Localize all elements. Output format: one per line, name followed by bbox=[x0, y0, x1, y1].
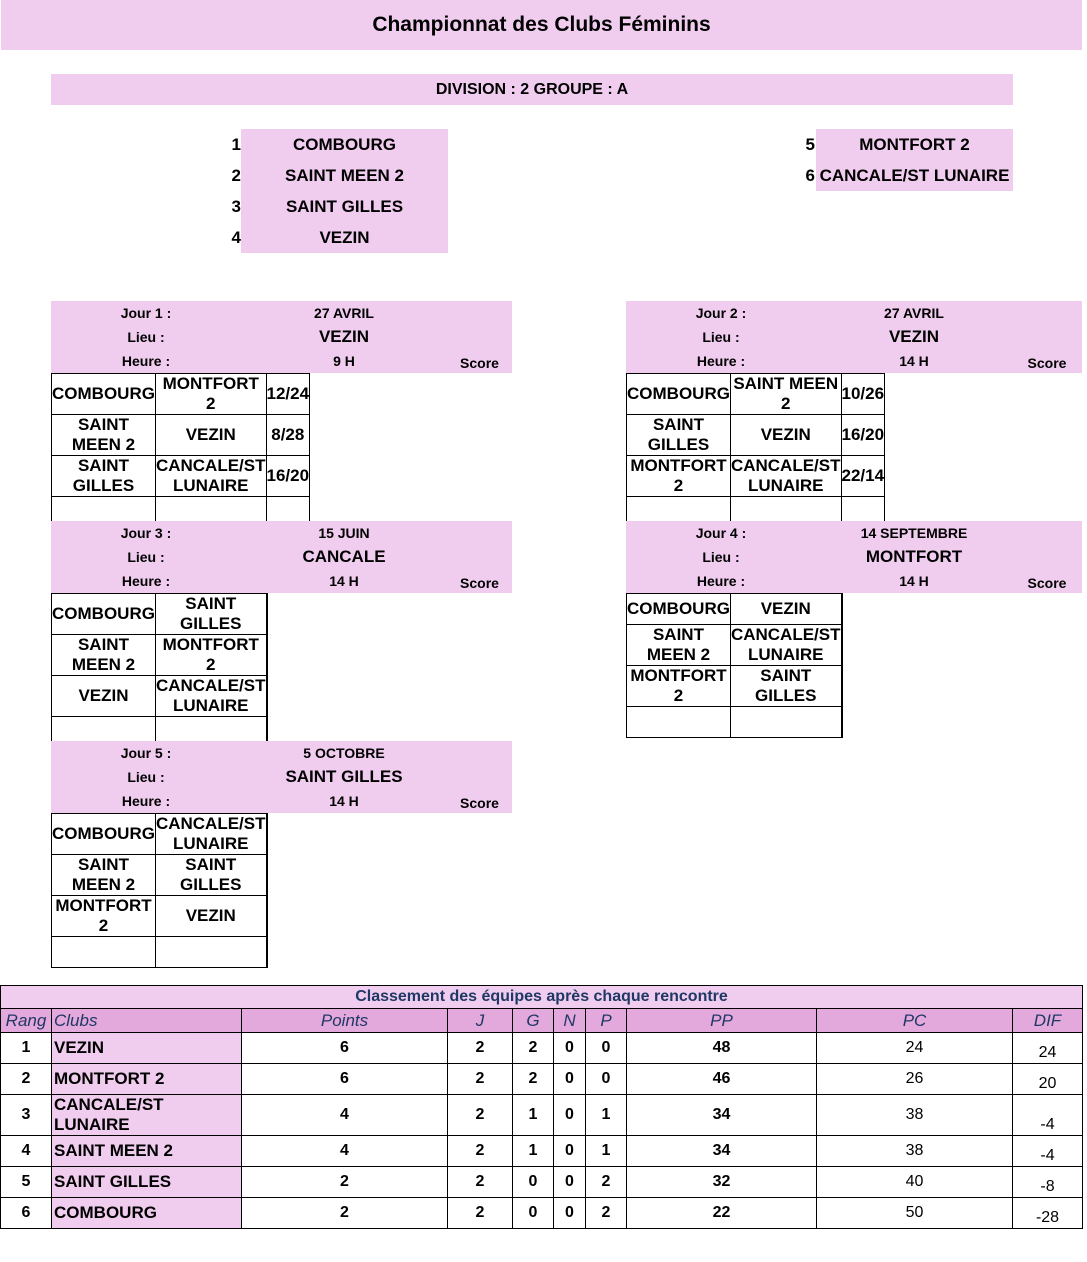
match-score bbox=[266, 635, 267, 676]
match-score: 12/24 bbox=[266, 374, 310, 415]
jour-label: Jour 2 : bbox=[695, 305, 747, 321]
points-for: 32 bbox=[627, 1167, 817, 1198]
match-score: 8/28 bbox=[266, 415, 310, 456]
home-team: COMBOURG bbox=[52, 374, 156, 415]
away-team bbox=[730, 707, 841, 738]
team-number: 4 bbox=[231, 228, 241, 247]
matches-table bbox=[626, 593, 843, 738]
won: 2 bbox=[513, 1064, 554, 1095]
match-row bbox=[627, 666, 843, 707]
home-team: MONTFORT 2 bbox=[627, 666, 731, 707]
home-team: COMBOURG bbox=[52, 814, 156, 855]
lieu-label: Lieu : bbox=[127, 329, 165, 345]
jour-label: Jour 1 : bbox=[120, 305, 172, 321]
played: 2 bbox=[448, 1095, 513, 1136]
rank: 3 bbox=[1, 1095, 52, 1136]
home-team: SAINT MEEN 2 bbox=[52, 635, 156, 676]
difference: 20 bbox=[1013, 1064, 1083, 1095]
rank: 5 bbox=[1, 1167, 52, 1198]
lost: 2 bbox=[586, 1198, 627, 1229]
score-label: Score bbox=[460, 355, 499, 371]
jour-label: Jour 3 : bbox=[120, 525, 172, 541]
team-name: COMBOURG bbox=[241, 129, 448, 160]
lieu-value: VEZIN bbox=[318, 327, 370, 346]
match-row bbox=[52, 594, 268, 635]
home-team: SAINT MEEN 2 bbox=[627, 625, 731, 666]
lieu-value: VEZIN bbox=[888, 327, 940, 346]
points-against: 24 bbox=[817, 1033, 1013, 1064]
points: 6 bbox=[242, 1064, 448, 1095]
match-row bbox=[627, 707, 843, 738]
heure-label: Heure : bbox=[121, 793, 171, 809]
drawn: 0 bbox=[554, 1167, 586, 1198]
played: 2 bbox=[448, 1198, 513, 1229]
difference: -4 bbox=[1013, 1095, 1083, 1136]
home-team: SAINT GILLES bbox=[52, 456, 156, 497]
match-row bbox=[52, 456, 310, 497]
match-score bbox=[266, 594, 267, 635]
away-team: CANCALE/ST LUNAIRE bbox=[730, 456, 841, 495]
rank: 4 bbox=[1, 1136, 52, 1167]
team-name: VEZIN bbox=[241, 222, 448, 253]
team-number: 3 bbox=[231, 197, 241, 216]
match-score bbox=[266, 896, 267, 937]
match-row bbox=[627, 415, 885, 456]
home-team: COMBOURG bbox=[52, 594, 156, 635]
jour-date: 27 AVRIL bbox=[884, 305, 944, 321]
points-against: 26 bbox=[817, 1064, 1013, 1095]
team-name: MONTFORT 2 bbox=[816, 129, 1013, 160]
away-team: CANCALE/ST LUNAIRE bbox=[155, 676, 266, 715]
match-score: 10/26 bbox=[841, 374, 885, 415]
header-clubs: Clubs bbox=[52, 1009, 242, 1033]
home-team: VEZIN bbox=[52, 676, 156, 717]
drawn: 0 bbox=[554, 1033, 586, 1064]
away-team: CANCALE/ST LUNAIRE bbox=[155, 814, 266, 853]
match-row bbox=[52, 896, 268, 937]
club-name: CANCALE/ST LUNAIRE bbox=[52, 1095, 242, 1136]
jour-date: 5 OCTOBRE bbox=[303, 745, 385, 761]
points: 6 bbox=[242, 1033, 448, 1064]
header-pc: PC bbox=[817, 1009, 1013, 1033]
match-row bbox=[52, 415, 310, 456]
lost: 0 bbox=[586, 1064, 627, 1095]
heure-value: 9 H bbox=[333, 353, 355, 369]
heure-label: Heure : bbox=[121, 573, 171, 589]
page-title: Championnat des Clubs Féminins bbox=[1, 0, 1082, 50]
home-team: SAINT MEEN 2 bbox=[52, 415, 156, 456]
home-team: MONTFORT 2 bbox=[627, 456, 731, 497]
points-for: 22 bbox=[627, 1198, 817, 1229]
played: 2 bbox=[448, 1136, 513, 1167]
standings-caption: Classement des équipes après chaque rencontre bbox=[1, 986, 1083, 1009]
difference: 24 bbox=[1013, 1033, 1083, 1064]
lieu-label: Lieu : bbox=[127, 769, 165, 785]
match-row bbox=[52, 676, 268, 717]
home-team: MONTFORT 2 bbox=[52, 896, 156, 937]
played: 2 bbox=[448, 1033, 513, 1064]
drawn: 0 bbox=[554, 1095, 586, 1136]
heure-value: 14 H bbox=[329, 573, 359, 589]
club-name: SAINT GILLES bbox=[52, 1167, 242, 1198]
jour-date: 15 JUIN bbox=[318, 525, 370, 541]
home-team: COMBOURG bbox=[627, 374, 731, 415]
away-team: VEZIN bbox=[730, 594, 841, 625]
heure-label: Heure : bbox=[696, 573, 746, 589]
played: 2 bbox=[448, 1167, 513, 1198]
lieu-label: Lieu : bbox=[127, 549, 165, 565]
match-row bbox=[627, 594, 843, 625]
match-score bbox=[266, 814, 267, 855]
match-row bbox=[52, 814, 268, 855]
heure-value: 14 H bbox=[899, 353, 929, 369]
points: 4 bbox=[242, 1136, 448, 1167]
match-row bbox=[52, 374, 310, 415]
jour-label: Jour 4 : bbox=[695, 525, 747, 541]
team-number: 2 bbox=[231, 166, 241, 185]
lost: 1 bbox=[586, 1136, 627, 1167]
points-for: 46 bbox=[627, 1064, 817, 1095]
won: 1 bbox=[513, 1136, 554, 1167]
team-number: 5 bbox=[805, 135, 815, 154]
match-score bbox=[266, 855, 267, 896]
standings-row bbox=[1, 1064, 1083, 1095]
match-score bbox=[841, 594, 842, 625]
matches-table bbox=[51, 593, 268, 748]
drawn: 0 bbox=[554, 1198, 586, 1229]
club-name: SAINT MEEN 2 bbox=[52, 1136, 242, 1167]
match-score: 16/20 bbox=[266, 456, 310, 497]
home-team bbox=[627, 707, 731, 738]
away-team: MONTFORT 2 bbox=[155, 374, 266, 415]
away-team bbox=[155, 937, 266, 968]
team-number: 6 bbox=[805, 166, 815, 185]
heure-label: Heure : bbox=[696, 353, 746, 369]
difference: -28 bbox=[1013, 1198, 1083, 1229]
points-against: 38 bbox=[817, 1136, 1013, 1167]
lieu-value: CANCALE bbox=[302, 547, 386, 566]
standings-header-row bbox=[1, 1009, 1083, 1033]
match-score: 22/14 bbox=[841, 456, 885, 497]
won: 0 bbox=[513, 1198, 554, 1229]
header-g: G bbox=[513, 1009, 554, 1033]
points: 4 bbox=[242, 1095, 448, 1136]
score-label: Score bbox=[1027, 575, 1067, 591]
points-for: 34 bbox=[627, 1136, 817, 1167]
match-score: 16/20 bbox=[841, 415, 885, 456]
rank: 1 bbox=[1, 1033, 52, 1064]
jour-date: 14 SEPTEMBRE bbox=[860, 525, 968, 541]
header-j: J bbox=[448, 1009, 513, 1033]
club-name: COMBOURG bbox=[52, 1198, 242, 1229]
score-label: Score bbox=[460, 795, 499, 811]
match-score bbox=[841, 625, 842, 666]
division-banner: DIVISION : 2 GROUPE : A bbox=[51, 74, 1013, 105]
header-rang: Rang bbox=[1, 1009, 52, 1033]
away-team: MONTFORT 2 bbox=[155, 635, 266, 676]
rank: 2 bbox=[1, 1064, 52, 1095]
standings-row bbox=[1, 1033, 1083, 1064]
away-team: CANCALE/ST LUNAIRE bbox=[155, 456, 266, 495]
header-points: Points bbox=[242, 1009, 448, 1033]
match-row bbox=[627, 374, 885, 415]
away-team: SAINT GILLES bbox=[155, 855, 266, 896]
match-row bbox=[52, 855, 268, 896]
match-score bbox=[841, 707, 842, 738]
team-number: 1 bbox=[231, 135, 241, 154]
won: 2 bbox=[513, 1033, 554, 1064]
matches-table bbox=[51, 373, 310, 528]
won: 1 bbox=[513, 1095, 554, 1136]
matches-table bbox=[626, 373, 885, 528]
header-p: P bbox=[586, 1009, 627, 1033]
points-for: 34 bbox=[627, 1095, 817, 1136]
heure-value: 14 H bbox=[899, 573, 929, 589]
points-against: 50 bbox=[817, 1198, 1013, 1229]
header-n: N bbox=[554, 1009, 586, 1033]
away-team: VEZIN bbox=[730, 415, 841, 456]
points: 2 bbox=[242, 1198, 448, 1229]
jour-date: 27 AVRIL bbox=[314, 305, 374, 321]
team-name: SAINT MEEN 2 bbox=[241, 160, 448, 191]
away-team: VEZIN bbox=[155, 896, 266, 937]
home-team: SAINT MEEN 2 bbox=[52, 855, 156, 896]
club-name: VEZIN bbox=[52, 1033, 242, 1064]
away-team: CANCALE/ST LUNAIRE bbox=[730, 625, 841, 664]
points-against: 38 bbox=[817, 1095, 1013, 1136]
drawn: 0 bbox=[554, 1136, 586, 1167]
lost: 1 bbox=[586, 1095, 627, 1136]
match-score bbox=[266, 676, 267, 717]
lieu-value: SAINT GILLES bbox=[285, 767, 403, 786]
away-team: VEZIN bbox=[155, 415, 266, 456]
points-for: 48 bbox=[627, 1033, 817, 1064]
matches-table bbox=[51, 813, 268, 968]
match-score bbox=[266, 937, 267, 968]
match-row bbox=[52, 635, 268, 676]
standings-row bbox=[1, 1167, 1083, 1198]
points: 2 bbox=[242, 1167, 448, 1198]
rank: 6 bbox=[1, 1198, 52, 1229]
standings-row bbox=[1, 1095, 1083, 1136]
header-pp: PP bbox=[627, 1009, 817, 1033]
home-team bbox=[52, 937, 156, 968]
lieu-label: Lieu : bbox=[702, 549, 740, 565]
standings-row bbox=[1, 1136, 1083, 1167]
match-row bbox=[52, 937, 268, 968]
standings-row bbox=[1, 1198, 1083, 1229]
club-name: MONTFORT 2 bbox=[52, 1064, 242, 1095]
score-label: Score bbox=[1027, 355, 1067, 371]
match-row bbox=[627, 625, 843, 666]
difference: -8 bbox=[1013, 1167, 1083, 1198]
drawn: 0 bbox=[554, 1064, 586, 1095]
points-against: 40 bbox=[817, 1167, 1013, 1198]
lost: 2 bbox=[586, 1167, 627, 1198]
lieu-value: MONTFORT bbox=[865, 547, 963, 566]
lost: 0 bbox=[586, 1033, 627, 1064]
match-row bbox=[627, 456, 885, 497]
home-team: COMBOURG bbox=[627, 594, 731, 625]
score-label: Score bbox=[460, 575, 499, 591]
team-name: CANCALE/ST LUNAIRE bbox=[816, 160, 1013, 191]
away-team: SAINT MEEN 2 bbox=[730, 374, 841, 415]
away-team: SAINT GILLES bbox=[730, 666, 841, 707]
match-score bbox=[841, 666, 842, 707]
difference: -4 bbox=[1013, 1136, 1083, 1167]
heure-value: 14 H bbox=[329, 793, 359, 809]
lieu-label: Lieu : bbox=[702, 329, 740, 345]
jour-label: Jour 5 : bbox=[120, 745, 172, 761]
played: 2 bbox=[448, 1064, 513, 1095]
heure-label: Heure : bbox=[121, 353, 171, 369]
header-dif: DIF bbox=[1013, 1009, 1083, 1033]
away-team: SAINT GILLES bbox=[155, 594, 266, 635]
standings-table bbox=[0, 985, 1083, 1229]
team-name: SAINT GILLES bbox=[241, 191, 448, 222]
won: 0 bbox=[513, 1167, 554, 1198]
home-team: SAINT GILLES bbox=[627, 415, 731, 456]
